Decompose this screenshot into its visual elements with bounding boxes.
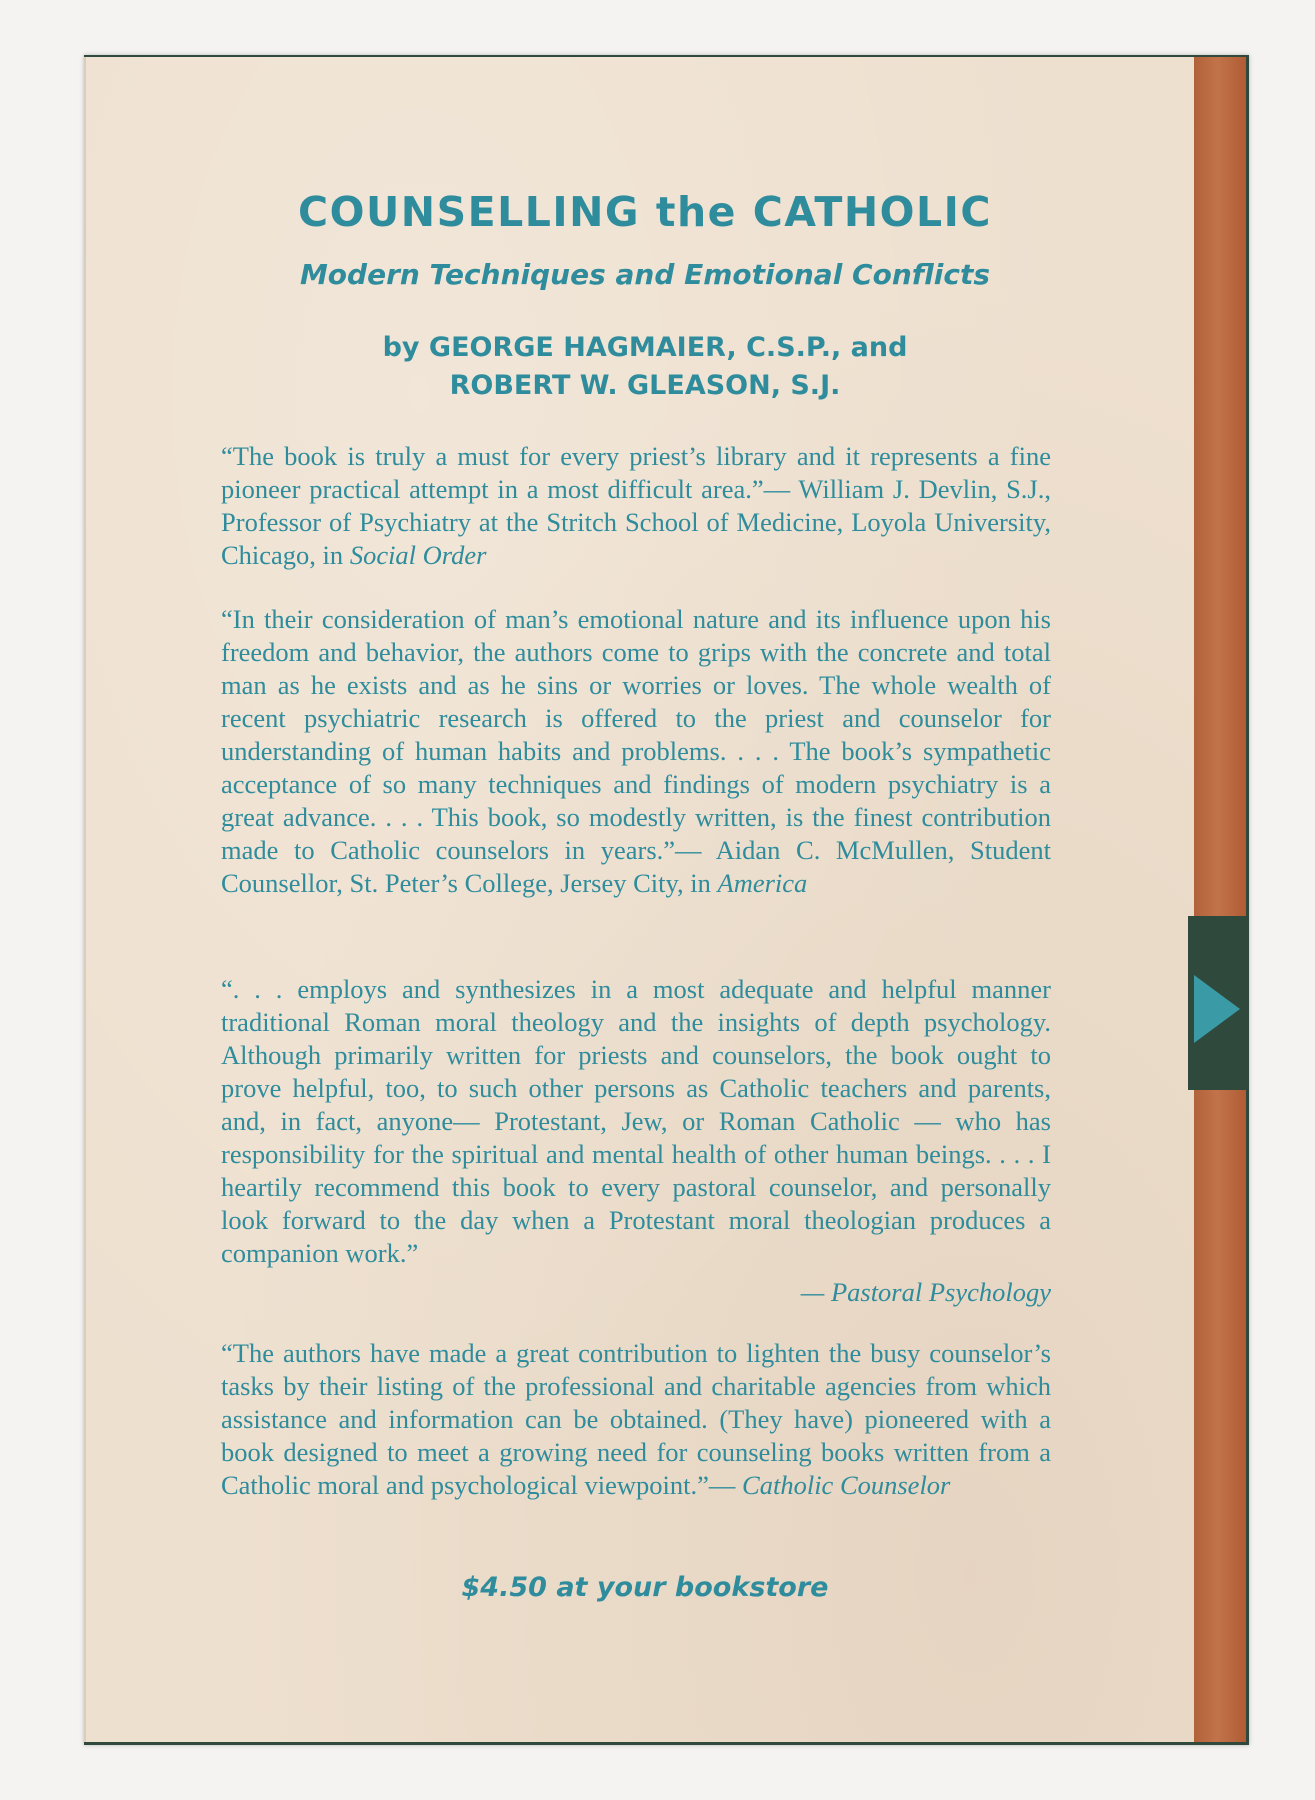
- review-3-source: — Pastoral Psychology: [800, 1277, 1051, 1307]
- review-4: [221, 1337, 1051, 1502]
- review-1-source: Social Order: [349, 540, 487, 570]
- review-2: [221, 603, 1051, 900]
- review-2-source: America: [717, 868, 808, 898]
- price-line: $4.50 at your bookstore: [461, 1572, 829, 1603]
- book-subtitle: Modern Techniques and Emotional Conflicts: [299, 258, 991, 291]
- review-4-source: Catholic Counselor: [742, 1470, 951, 1500]
- spine-edge: [1194, 57, 1246, 1742]
- author-line-2: ROBERT W. GLEASON, S.J.: [449, 370, 841, 401]
- review-3-quote: “. . . employs and synthesizes in a most adequate and helpful manner traditional Roman moral theology and the insights of depth psychology. Although primarily written for priests and counselors, the book ought to prove helpful, too, to such other persons as Catholic teachers and parents, and, in fact, anyone— Protestant, Jew, or Roman Catholic — who has responsibility for the spiritual and mental health of other human beings. . . . I heartily recommend this book to every pastoral counselor, and personally look forward to the day when a Protestant moral theologian produces a companion work.”: [221, 974, 1051, 1268]
- review-1: [221, 440, 1051, 572]
- review-2-quote: “In their consideration of man’s emotional nature and its influence upon his freedom and behavior, the authors come to grips with the concrete and total man as he exists and as he sins or worries or loves. The whole wealth of recent psychiatric research is offered to the priest and counselor for understanding of human habits and problems. . . . The book’s sympathetic acceptance of so many techniques and findings of modern psychiatry is a great advance. . . . This book, so modestly written, is the finest contribution made to Catholic counselors in years.”— Aidan C. McMullen, Student Counsellor, St. Peter’s College, Jersey City, in: [221, 604, 1051, 898]
- review-4-quote: “The authors have made a great contribution to lighten the busy counselor’s tasks by their listing of the professional and charitable agencies from which assistance and information can be obtained. (They have) pioneered with a book designed to meet a growing need for counseling books written from a Catholic moral and psychological viewpoint.”—: [221, 1338, 1051, 1500]
- review-1-quote: “The book is truly a must for every priest’s library and it represents a fine pioneer practical attempt in a most difficult area.”— William J. Devlin, S.J., Professor of Psychiatry at the Stritch School of Medicine, Loyola University, Chicago, in: [221, 441, 1051, 570]
- author-line-1: by GEORGE HAGMAIER, C.S.P., and: [382, 332, 908, 363]
- review-3: [221, 973, 1051, 1270]
- spine-arrow-decoration: [1194, 975, 1240, 1043]
- book-title: COUNSELLING the CATHOLIC: [298, 188, 992, 236]
